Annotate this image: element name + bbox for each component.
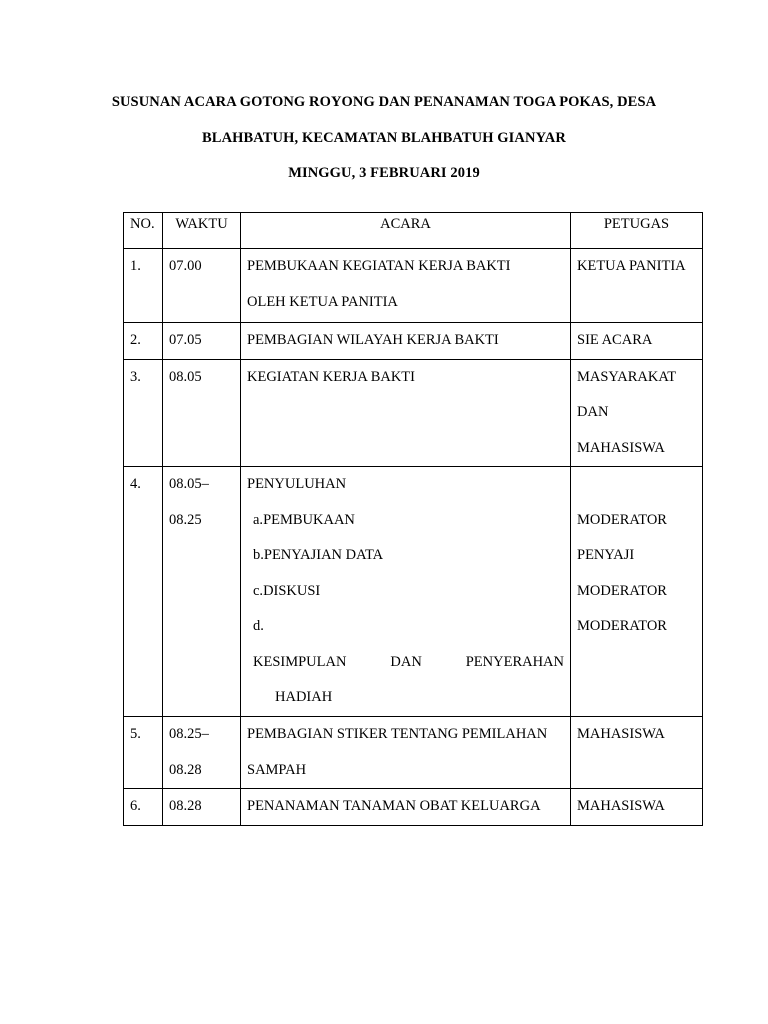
cell-no: 6. (124, 789, 163, 826)
table-row (124, 249, 703, 323)
cell-acara: PENYULUHAN a.PEMBUKAAN b.PENYAJIAN DATA c.DISKUSI d. KESIMPULAN DAN PENYERAHAN HADIAH (241, 467, 571, 717)
table-row (124, 789, 703, 826)
cell-acara: PENANAMAN TANAMAN OBAT KELUARGA (241, 789, 571, 826)
table-row (124, 717, 703, 789)
table-row (124, 323, 703, 360)
cell-acara: PEMBAGIAN STIKER TENTANG PEMILAHAN SAMPAH (241, 717, 571, 789)
section-label: PENYULUHAN (247, 476, 347, 492)
cell-petugas: MODERATOR PENYAJI MODERATOR MODERATOR (571, 467, 703, 717)
table-header-row (124, 213, 703, 249)
header-no: NO. (124, 213, 163, 249)
list-item: c.DISKUSI (253, 582, 321, 599)
cell-waktu: 08.05– 08.25 (163, 467, 241, 717)
cell-waktu: 07.05 (163, 323, 241, 360)
cell-waktu: 07.00 (163, 249, 241, 323)
cell-waktu: 08.28 (163, 789, 241, 826)
cell-no: 1. (124, 249, 163, 323)
cell-no: 3. (124, 359, 163, 467)
document-title-line-2: BLAHBATUH, KECAMATAN BLAHBATUH GIANYAR (202, 130, 566, 146)
table-row (124, 467, 703, 717)
cell-petugas: MAHASISWA (571, 789, 703, 826)
cell-no: 4. (124, 467, 163, 717)
cell-petugas: KETUA PANITIA (571, 249, 703, 323)
list-item: a.PEMBUKAAN (253, 511, 355, 528)
cell-petugas: MASYARAKAT DAN MAHASISWA (571, 359, 703, 467)
cell-petugas: SIE ACARA (571, 323, 703, 360)
cell-acara: PEMBAGIAN WILAYAH KERJA BAKTI (241, 323, 571, 360)
cell-acara: PEMBUKAAN KEGIATAN KERJA BAKTI OLEH KETUA PANITIA (241, 249, 571, 323)
list-item: d. KESIMPULAN DAN PENYERAHAN (253, 618, 564, 670)
cell-no: 2. (124, 323, 163, 360)
schedule-table (123, 212, 703, 826)
document-title-line-1: SUSUNAN ACARA GOTONG ROYONG DAN PENANAMAN TOGA POKAS, DESA (111, 94, 657, 110)
header-acara: ACARA (241, 213, 571, 249)
cell-waktu: 08.25– 08.28 (163, 717, 241, 789)
cell-waktu: 08.05 (163, 359, 241, 467)
header-petugas: PETUGAS (571, 213, 703, 249)
document-date: MINGGU, 3 FEBRUARI 2019 (288, 165, 480, 181)
header-waktu: WAKTU (163, 213, 241, 249)
list-item: b.PENYAJIAN DATA (253, 547, 384, 563)
cell-acara: KEGIATAN KERJA BAKTI (241, 359, 571, 467)
cell-no: 5. (124, 717, 163, 789)
table-row (124, 359, 703, 467)
cell-petugas: MAHASISWA (571, 717, 703, 789)
